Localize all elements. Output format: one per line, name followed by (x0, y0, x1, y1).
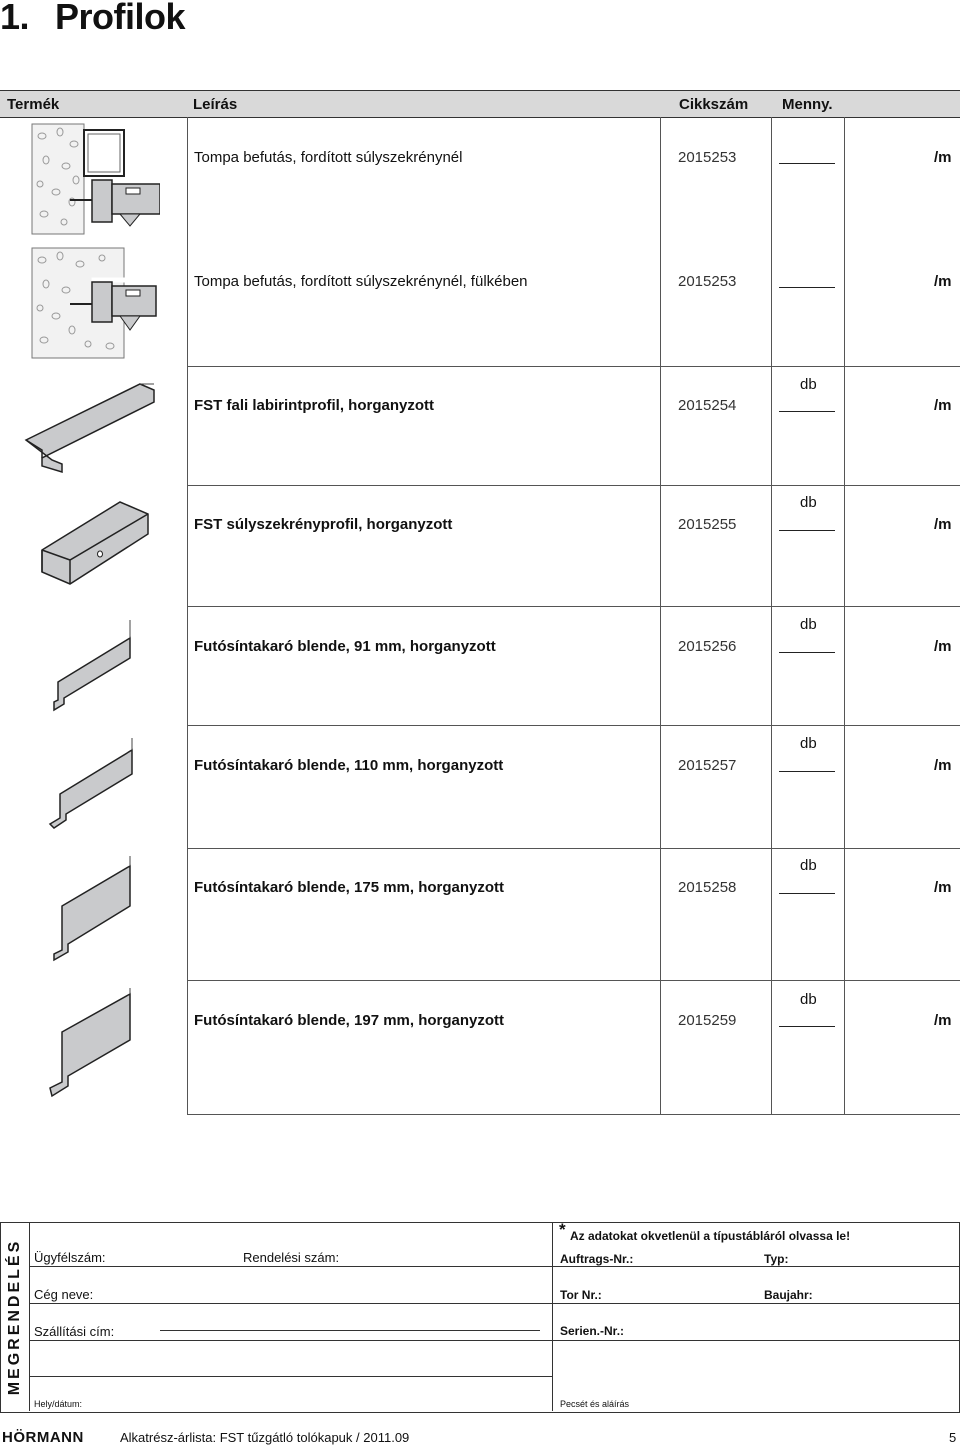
table-header (0, 90, 960, 118)
blende-91-drawing (50, 618, 140, 714)
row-article-number: 2015258 (678, 879, 737, 896)
quantity-input-line[interactable] (779, 411, 835, 412)
hormann-logo: HÖRMANN (2, 1429, 84, 1446)
row-article-number: 2015256 (678, 638, 737, 655)
quantity-input-line[interactable] (779, 1026, 835, 1027)
quantity-input-line[interactable] (779, 771, 835, 772)
header-article: Cikkszám (679, 96, 749, 113)
row-unit-db: db (800, 616, 817, 633)
blende-110-drawing (48, 738, 140, 838)
company-name-label[interactable]: Cég neve: (34, 1287, 94, 1302)
order-number-label[interactable]: Rendelési szám: (243, 1250, 340, 1265)
form-row-line (29, 1340, 959, 1341)
quantity-input-line[interactable] (779, 287, 835, 288)
row-divider (187, 980, 960, 981)
row-unit-db: db (800, 857, 817, 874)
page-title (0, 0, 185, 38)
quantity-input-line[interactable] (779, 652, 835, 653)
footer-text: Alkatrész-árlista: FST tűzgátló tolókapuk / 2011.09 (120, 1430, 410, 1445)
form-row-line (29, 1303, 959, 1304)
row-unit-db: db (800, 735, 817, 752)
place-date-label[interactable]: Hely/dátum: (34, 1399, 83, 1409)
column-divider (844, 117, 845, 1115)
row-unit-db: db (800, 991, 817, 1008)
page-number: 5 (949, 1430, 957, 1445)
row-article-number: 2015255 (678, 516, 737, 533)
labyrinth-profile-drawing (22, 378, 162, 474)
row-article-number: 2015253 (678, 273, 737, 290)
header-product: Termék (7, 96, 60, 113)
row-divider (187, 725, 960, 726)
quantity-input-line[interactable] (779, 530, 835, 531)
blende-175-drawing (50, 856, 142, 968)
delivery-address-label[interactable]: Szállítási cím: (34, 1324, 115, 1339)
column-divider (187, 117, 188, 1115)
auftrag-label[interactable]: Auftrags-Nr.: (560, 1252, 634, 1266)
row-article-number: 2015257 (678, 757, 737, 774)
form-divider (29, 1222, 30, 1411)
tor-label[interactable]: Tor Nr.: (560, 1288, 602, 1302)
wall-profile-drawing (30, 122, 160, 236)
counterweight-profile-drawing (36, 494, 156, 594)
row-unit-per-meter: /m (934, 638, 952, 655)
row-description: Futósíntakaró blende, 110 mm, horganyzott (194, 757, 504, 774)
form-row-line (29, 1266, 959, 1267)
column-divider (771, 117, 772, 1115)
row-unit-db: db (800, 376, 817, 393)
customer-number-label[interactable]: Ügyfélszám: (34, 1250, 106, 1265)
row-article-number: 2015253 (678, 149, 737, 166)
form-side-label: MEGRENDELÉS (6, 1238, 23, 1395)
section-number: 1. (0, 0, 30, 37)
column-divider (660, 117, 661, 1115)
row-unit-per-meter: /m (934, 149, 952, 166)
row-article-number: 2015259 (678, 1012, 737, 1029)
row-divider (187, 606, 960, 607)
row-divider (187, 366, 960, 367)
row-unit-per-meter: /m (934, 879, 952, 896)
row-article-number: 2015254 (678, 397, 737, 414)
wall-niche-profile-drawing (30, 246, 160, 360)
row-description: FST fali labirintprofil, horganyzott (194, 397, 434, 414)
row-description: Futósíntakaró blende, 175 mm, horganyzott (194, 879, 505, 896)
typ-label[interactable]: Typ: (764, 1252, 789, 1266)
baujahr-label[interactable]: Baujahr: (764, 1288, 813, 1302)
form-divider (552, 1222, 553, 1411)
row-divider (187, 485, 960, 486)
row-description: Tompa befutás, fordított súlyszekrénynél, fülkében (194, 273, 528, 290)
row-description: FST súlyszekrényprofil, horganyzott (194, 516, 453, 533)
delivery-address-line[interactable] (160, 1330, 540, 1331)
row-unit-db: db (800, 494, 817, 511)
row-divider (187, 848, 960, 849)
blende-197-drawing (46, 988, 142, 1108)
notice-star: * (559, 1220, 566, 1239)
row-unit-per-meter: /m (934, 757, 952, 774)
row-description: Tompa befutás, fordított súlyszekrénynél (194, 149, 463, 166)
quantity-input-line[interactable] (779, 893, 835, 894)
notice-text: Az adatokat okvetlenül a típustábláról olvassa le! (570, 1229, 851, 1243)
form-row-line (29, 1376, 553, 1377)
row-description: Futósíntakaró blende, 197 mm, horganyzott (194, 1012, 505, 1029)
quantity-input-line[interactable] (779, 163, 835, 164)
serien-label[interactable]: Serien.-Nr.: (560, 1324, 625, 1338)
header-description: Leírás (193, 96, 238, 113)
row-divider (187, 1114, 960, 1115)
row-description: Futósíntakaró blende, 91 mm, horganyzott (194, 638, 496, 655)
stamp-signature-label[interactable]: Pecsét és aláírás (560, 1399, 630, 1409)
order-form (0, 1222, 960, 1413)
header-quantity: Menny. (782, 96, 833, 113)
row-unit-per-meter: /m (934, 273, 952, 290)
section-title: Profilok (55, 0, 186, 37)
row-unit-per-meter: /m (934, 397, 952, 414)
row-unit-per-meter: /m (934, 516, 952, 533)
row-unit-per-meter: /m (934, 1012, 952, 1029)
